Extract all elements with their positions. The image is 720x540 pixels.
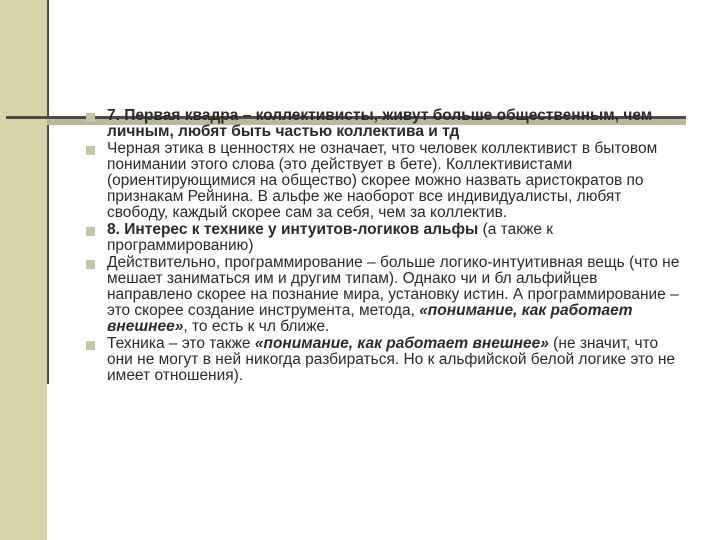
item-text: Действительно, программирование – больше логико-интуитивная вещь (что не мешает заниматься им и другим типам). Однако чи и бл альфийцев направлено скорее на познание мира, установку истин. А программирование – это скорее создание инструмента, метода, xyxy=(107,254,680,319)
item-text-after: (не значит, что они не могут в ней никогда разбираться. Но к альфийской белой логике это не имеет отношения). xyxy=(107,335,676,384)
item-text: Черная этика в ценностях не означает, что человек коллективист в бытовом понимании этого слова (это действует в бете). Коллективистами (ориентирующимися на общество) скорее можно назвать аристократов по признакам Рейнина. В альфе же наоборот все индивидуалисты, любят свободу, каждый скорее сам за себя, чем за коллектив. xyxy=(107,140,658,221)
item-text-after: , то есть к чл ближе. xyxy=(183,318,330,335)
list-item xyxy=(86,141,686,221)
list-item xyxy=(86,255,686,335)
list-item xyxy=(86,222,686,254)
square-bullet-icon xyxy=(86,113,95,122)
square-bullet-icon xyxy=(86,146,95,155)
square-bullet-icon xyxy=(86,227,95,236)
item-emphasis: «понимание, как работает внешнее» xyxy=(107,302,633,335)
list-item xyxy=(86,336,686,384)
bullet-list xyxy=(86,108,686,385)
item-text: Техника – это также xyxy=(107,335,255,352)
square-bullet-icon xyxy=(86,341,95,350)
item-bold-text: 8. Интерес к технике у интуитов-логиков альфы xyxy=(107,221,479,238)
item-emphasis: «понимание, как работает внешнее» xyxy=(254,335,549,352)
list-item xyxy=(86,108,686,140)
item-text: (а также к программированию) xyxy=(107,221,554,254)
item-bold-text: 7. Первая квадра – коллективисты, живут больше общественным, чем личным, любят быть частью коллектива и тд xyxy=(107,107,653,140)
vertical-divider xyxy=(47,0,49,384)
square-bullet-icon xyxy=(86,260,95,269)
left-decorative-band xyxy=(0,0,47,540)
